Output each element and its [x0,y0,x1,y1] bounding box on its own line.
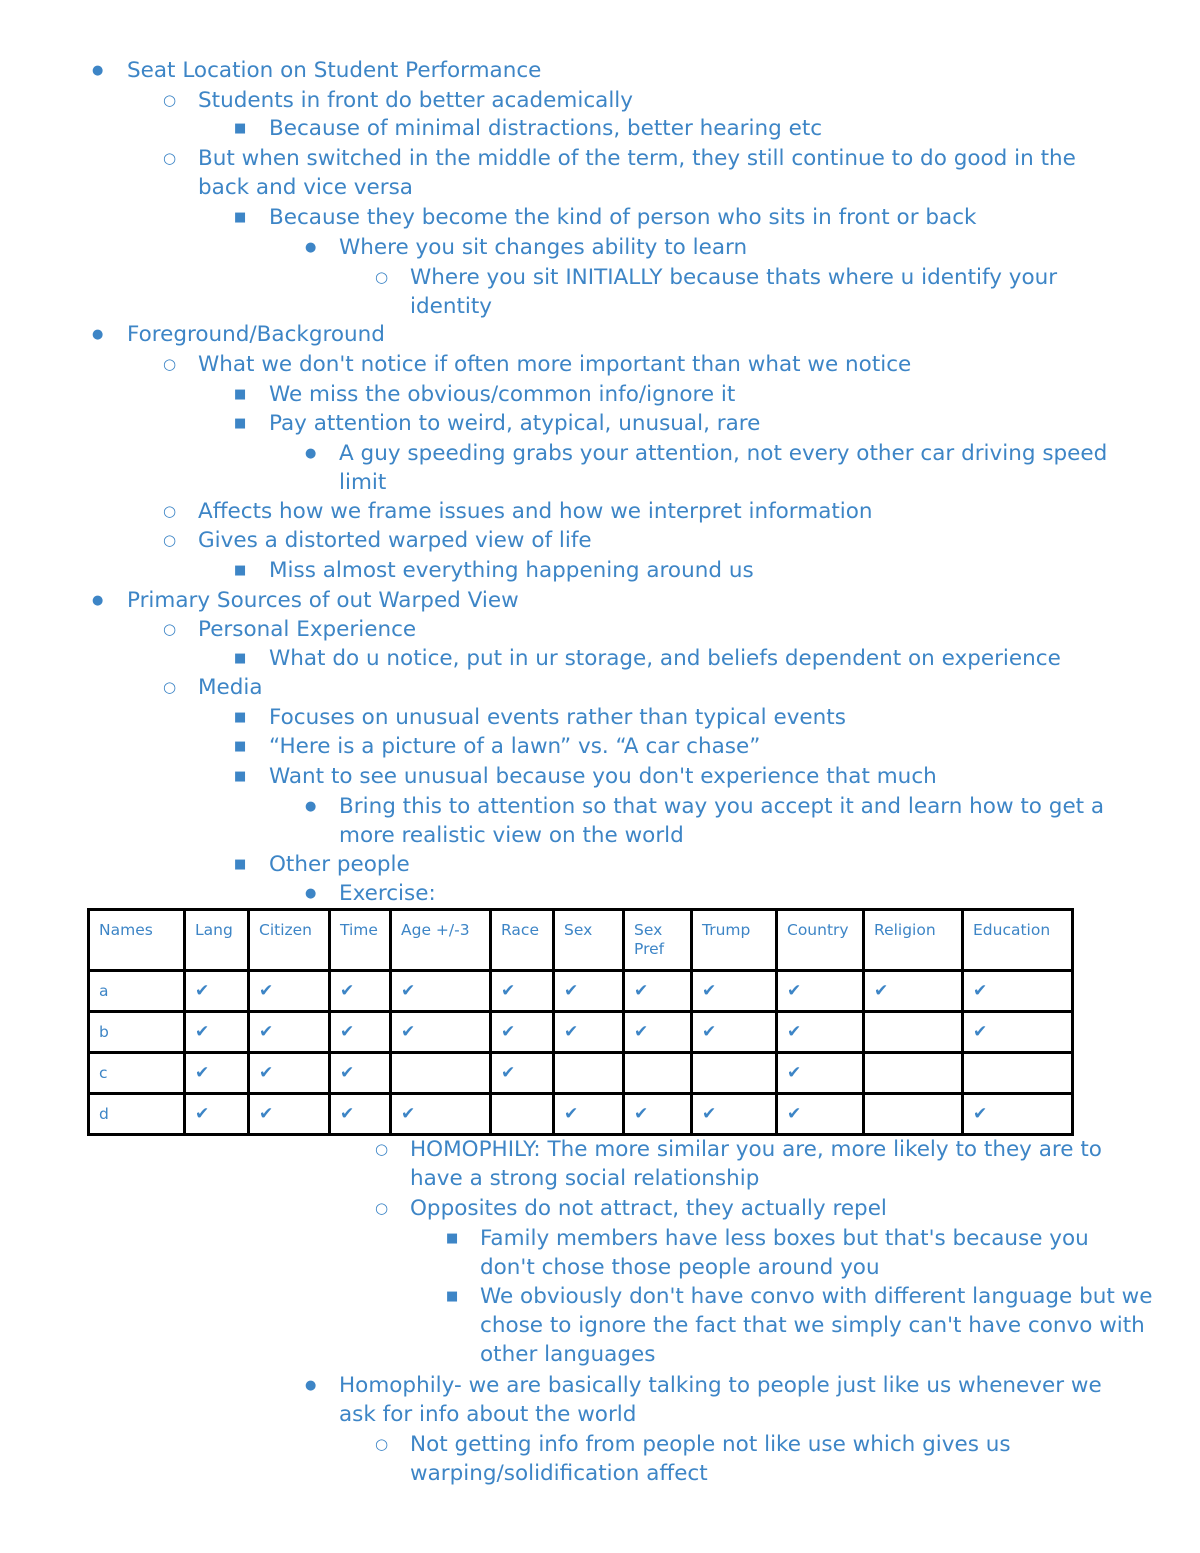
circle-bullet-icon: ○ [375,1140,389,1158]
check-cell: ✔ [624,971,692,1012]
outline-item: Opposites do not attract, they actually repel [410,1196,887,1221]
outline-item: Personal Experience [198,617,417,642]
check-cell: ✔ [692,971,777,1012]
outline-item: Affects how we frame issues and how we interpret information [198,499,873,524]
row-name-cell: a [89,971,185,1012]
check-cell: ✔ [624,1012,692,1053]
check-cell: ✔ [963,1012,1073,1053]
circle-bullet-icon: ○ [163,355,177,373]
column-header: Lang [185,910,249,971]
table-header-row [89,910,1073,971]
outline-item: Miss almost everything happening around us [269,558,754,583]
check-cell: ✔ [491,971,554,1012]
check-cell: ✔ [692,1012,777,1053]
check-cell: ✔ [554,971,624,1012]
check-cell: ✔ [185,1012,249,1053]
column-header: Age +/-3 [391,910,491,971]
circle-bullet-icon: ○ [163,531,177,549]
check-cell: ✔ [692,1094,777,1135]
outline-item: Because they become the kind of person who sits in front or back [269,205,977,230]
check-cell [963,1053,1073,1094]
check-cell [391,1053,491,1094]
check-cell: ✔ [963,971,1073,1012]
outline-item: Because of minimal distractions, better hearing etc [269,116,823,141]
check-cell: ✔ [554,1012,624,1053]
outline-item: But when switched in the middle of the term, they still continue to do good in the back and vice versa [198,146,1076,200]
check-cell [864,1053,963,1094]
row-name-cell: d [89,1094,185,1135]
outline-item: Exercise: [339,881,436,906]
circle-bullet-icon: ○ [163,678,177,696]
check-cell [554,1053,624,1094]
outline-item: We miss the obvious/common info/ignore it [269,382,736,407]
column-header: Race [491,910,554,971]
check-cell: ✔ [864,971,963,1012]
circle-bullet-icon: ○ [375,1199,389,1217]
check-cell: ✔ [777,1053,864,1094]
check-cell: ✔ [330,1012,391,1053]
disc-bullet-icon: ● [305,240,317,255]
check-cell: ✔ [777,1012,864,1053]
outline-item: Bring this to attention so that way you accept it and learn how to get a more realistic view on the world [339,794,1105,848]
outline-item: “Here is a picture of a lawn” vs. “A car chase” [269,734,761,759]
column-header: Sex Pref [624,910,692,971]
circle-bullet-icon: ○ [375,268,389,286]
outline-item: Where you sit INITIALLY because thats where u identify your identity [410,265,1058,319]
row-name-cell: b [89,1012,185,1053]
check-cell: ✔ [330,971,391,1012]
disc-bullet-icon: ● [305,1378,317,1393]
square-bullet-icon: ■ [234,387,247,402]
check-cell: ✔ [491,1053,554,1094]
outline-item: Other people [269,852,410,877]
square-bullet-icon: ■ [234,210,247,225]
check-cell: ✔ [777,971,864,1012]
circle-bullet-icon: ○ [375,1435,389,1453]
check-cell: ✔ [330,1053,391,1094]
check-cell: ✔ [249,1012,330,1053]
row-name-cell: c [89,1053,185,1094]
outline-item: Not getting info from people not like use which gives us warping/solidification affect [410,1432,1011,1486]
column-header: Country [777,910,864,971]
check-cell: ✔ [391,1012,491,1053]
outline-item: HOMOPHILY: The more similar you are, more likely to they are to have a strong social relationship [410,1137,1102,1191]
square-bullet-icon: ■ [234,857,247,872]
column-header: Trump [692,910,777,971]
check-cell: ✔ [185,1094,249,1135]
square-bullet-icon: ■ [234,739,247,754]
disc-bullet-icon: ● [305,886,317,901]
check-cell: ✔ [391,1094,491,1135]
table-row [89,1012,1073,1053]
circle-bullet-icon: ○ [163,149,177,167]
outline-item: Where you sit changes ability to learn [339,235,748,260]
check-cell: ✔ [330,1094,391,1135]
column-header: Names [89,910,185,971]
column-header: Education [963,910,1073,971]
check-cell: ✔ [777,1094,864,1135]
check-cell [864,1094,963,1135]
square-bullet-icon: ■ [234,121,247,136]
check-cell: ✔ [554,1094,624,1135]
outline-item: A guy speeding grabs your attention, not every other car driving speed limit [339,441,1108,495]
disc-bullet-icon: ● [92,63,104,78]
square-bullet-icon: ■ [446,1289,459,1304]
check-cell [864,1012,963,1053]
check-cell: ✔ [249,1053,330,1094]
outline-item: We obviously don't have convo with different language but we chose to ignore the fact that we simply can't have convo with other languages [480,1284,1153,1367]
outline-item: Family members have less boxes but that's because you don't chose those people around you [480,1226,1089,1280]
check-cell [624,1053,692,1094]
check-cell [491,1094,554,1135]
square-bullet-icon: ■ [234,769,247,784]
square-bullet-icon: ■ [234,651,247,666]
outline-item: Pay attention to weird, atypical, unusual, rare [269,411,761,436]
outline-item: What do u notice, put in ur storage, and beliefs dependent on experience [269,646,1061,671]
check-cell: ✔ [249,1094,330,1135]
check-cell: ✔ [185,1053,249,1094]
outline-item: Want to see unusual because you don't experience that much [269,764,937,789]
column-header: Sex [554,910,624,971]
circle-bullet-icon: ○ [163,620,177,638]
circle-bullet-icon: ○ [163,502,177,520]
outline-item: Seat Location on Student Performance [127,58,542,83]
square-bullet-icon: ■ [234,416,247,431]
outline-item: Focuses on unusual events rather than typical events [269,705,846,730]
check-cell: ✔ [185,971,249,1012]
outline-item: What we don't notice if often more important than what we notice [198,352,912,377]
square-bullet-icon: ■ [446,1231,459,1246]
disc-bullet-icon: ● [92,327,104,342]
square-bullet-icon: ■ [234,563,247,578]
column-header: Time [330,910,391,971]
outline-item: Foreground/Background [127,322,385,347]
outline-item: Gives a distorted warped view of life [198,528,592,553]
table-row [89,971,1073,1012]
outline-item: Students in front do better academically [198,88,633,113]
outline-item: Homophily- we are basically talking to people just like us whenever we ask for info about the world [339,1373,1102,1427]
circle-bullet-icon: ○ [163,91,177,109]
disc-bullet-icon: ● [92,593,104,608]
column-header: Citizen [249,910,330,971]
similarity-table [87,908,1074,1136]
column-header: Religion [864,910,963,971]
disc-bullet-icon: ● [305,799,317,814]
check-cell: ✔ [963,1094,1073,1135]
check-cell [692,1053,777,1094]
table-row [89,1094,1073,1135]
square-bullet-icon: ■ [234,710,247,725]
disc-bullet-icon: ● [305,446,317,461]
check-cell: ✔ [491,1012,554,1053]
outline-item: Media [198,675,263,700]
check-cell: ✔ [249,971,330,1012]
table-row [89,1053,1073,1094]
outline-item: Primary Sources of out Warped View [127,588,519,613]
check-cell: ✔ [391,971,491,1012]
check-cell: ✔ [624,1094,692,1135]
